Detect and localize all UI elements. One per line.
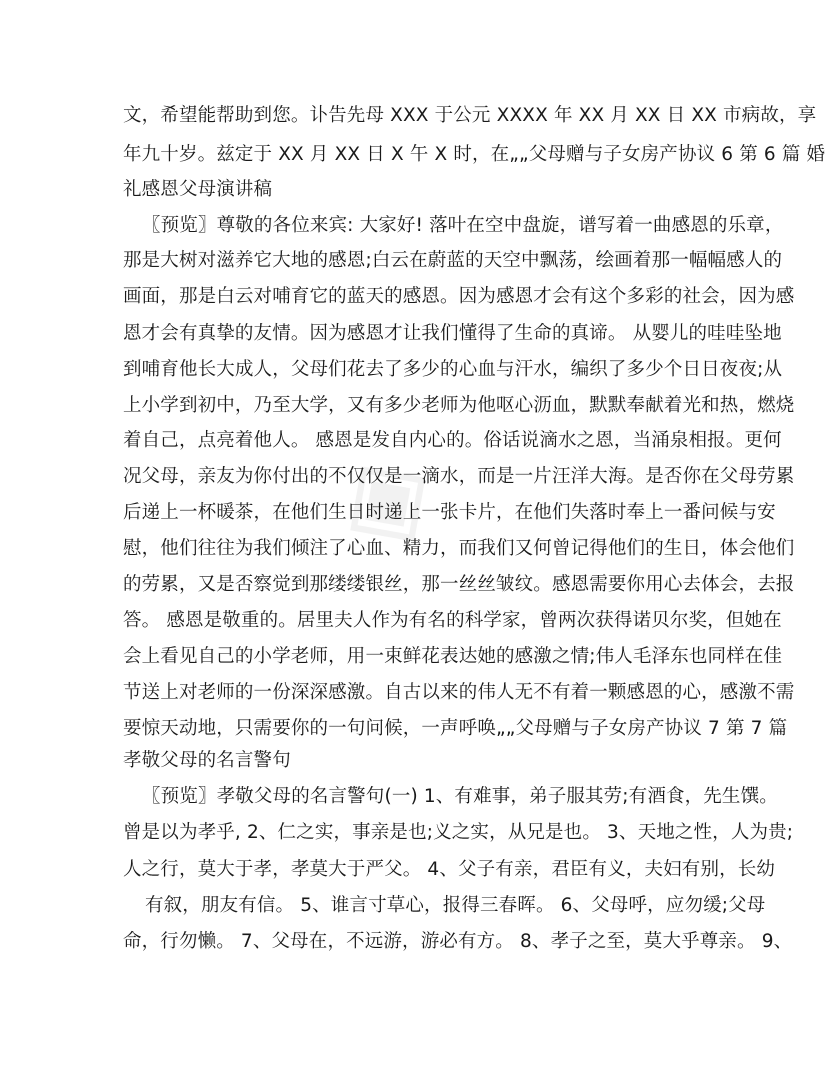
- text-line: 〖预览〗孝敬父母的名言警句(一) 1、有难事，弟子服其劳;有酒食，先生馔。: [142, 786, 778, 807]
- text-line: 后递上一杯暖茶，在他们生日时递上一张卡片，在他们失落时奉上一番问候与安: [123, 502, 776, 523]
- text-line: 上小学到初中，乃至大学，又有多少老师为他呕心沥血，默默奉献着光和热，燃烧: [123, 395, 795, 416]
- text-line: 况父母，亲友为你付出的不仅仅是一滴水，而是一片汪洋大海。是否你在父母劳累: [123, 466, 795, 487]
- text-line: 恩才会有真挚的友情。因为感恩才让我们懂得了生命的真谛。 从婴儿的哇哇坠地: [123, 323, 782, 344]
- text-line: 人之行，莫大于孝，孝莫大于严父。 4、父子有亲，君臣有义，夫妇有别，长幼: [123, 859, 776, 880]
- text-line: 曾是以为孝乎, 2、仁之实，事亲是也;义之实，从兄是也。 3、天地之性，人为贵;: [123, 822, 794, 843]
- text-line: 要惊天动地，只需要你的一句问候，一声呼唤„„父母赠与子女房产协议 7 第 7 篇: [123, 718, 788, 739]
- text-line: 着自己，点亮着他人。 感恩是发自内心的。俗话说滴水之恩，当涌泉相报。更何: [123, 430, 782, 451]
- text-line: 到哺育他长大成人，父母们花去了多少的心血与汗水，编织了多少个日日夜夜;从: [123, 359, 783, 380]
- text-line: 会上看见自己的小学老师，用一束鲜花表达她的感激之情;伟人毛泽东也同样在佳: [123, 646, 783, 667]
- text-line: 慰，他们往往为我们倾注了心血、精力，而我们又何曾记得他们的生日，体会他们: [123, 538, 795, 559]
- text-line: 年九十岁。兹定于 XX 月 XX 日 X 午 X 时，在„„父母赠与子女房产协议 6 第 6 篇 婚: [123, 144, 826, 165]
- text-line: 的劳累，又是否察觉到那缕缕银丝，那一丝丝皱纹。感恩需要你用心去体会，去报: [123, 574, 795, 595]
- text-line: 有叙，朋友有信。 5、谁言寸草心，报得三春晖。 6、父母呼，应勿缓;父母: [145, 895, 766, 916]
- text-line: 答。 感恩是敬重的。居里夫人作为有名的科学家，曾两次获得诺贝尔奖，但她在: [123, 610, 782, 631]
- text-line: 画面，那是白云对哺育它的蓝天的感恩。因为感恩才会有这个多彩的社会，因为感: [123, 286, 795, 307]
- text-line: 命，行勿懒。 7、父母在，不远游，游必有方。 8、孝子之至，莫大乎尊亲。 9、: [123, 931, 793, 952]
- text-line: 〖预览〗尊敬的各位来宾: 大家好! 落叶在空中盘旋，谱写着一曲感恩的乐章，: [142, 215, 784, 236]
- text-line: 文，希望能帮助到您。讣告先母 XXX 于公元 XXXX 年 XX 月 XX 日 XX 市病故，享: [123, 105, 817, 126]
- text-line: 那是大树对滋养它大地的感恩;白云在蔚蓝的天空中飘荡，绘画着那一幅幅感人的: [123, 250, 783, 271]
- text-line: 孝敬父母的名言警句: [123, 750, 291, 771]
- text-line: 礼感恩父母演讲稿: [123, 179, 273, 200]
- text-line: 节送上对老师的一份深深感激。自古以来的伟人无不有着一颗感恩的心，感激不需: [123, 682, 795, 703]
- watermark-graphic: ◈: [304, 412, 461, 580]
